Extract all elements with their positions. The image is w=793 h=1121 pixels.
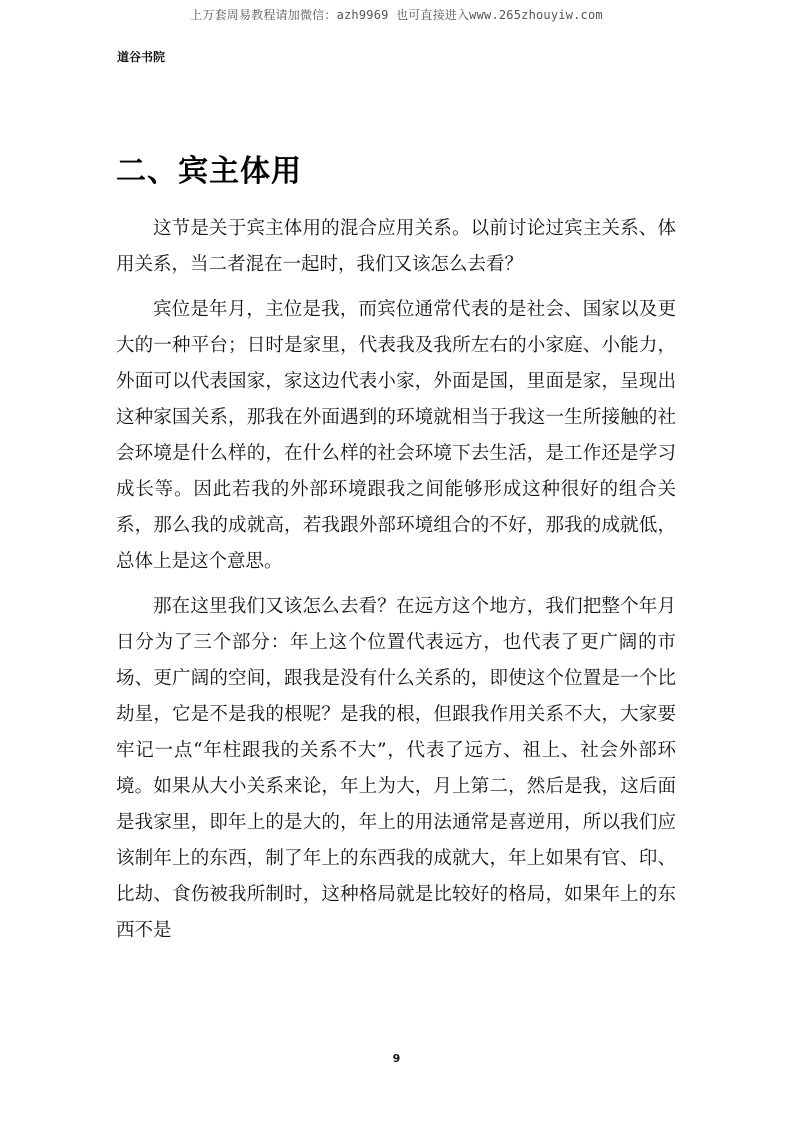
watermark-text: 上万套周易教程请加微信：azh9969 也可直接进入www.265zhouyiw.com: [190, 8, 603, 22]
page-title: 二、宾主体用: [116, 154, 302, 189]
header-label: 道谷书院: [117, 50, 166, 64]
paragraph: 宾位是年月，主位是我，而宾位通常代表的是社会、国家以及更大的一种平台；日时是家里，代表我及我所左右的小家庭、小能力，外面可以代表国家，家这边代表小家，外面是国，里面是家，呈现出这种家国关系，那我在外面遇到的环境就相当于我这一生所接触的社会环境是什么样的，在什么样的社会环境下去生活，是工作还是学习成长等。因此若我的外部环境跟我之间能够形成这种很好的组合关系，那么我的成就高，若我跟外部环境组合的不好，那我的成就低，总体上是这个意思。: [116, 299, 676, 572]
paragraph: 这节是关于宾主体用的混合应用关系。以前讨论过宾主关系、体用关系，当二者混在一起时，我们又该怎么去看？: [116, 218, 676, 275]
paragraph: 那在这里我们又该怎么去看？在远方这个地方，我们把整个年月日分为了三个部分：年上这个位置代表远方，也代表了更广阔的市场、更广阔的空间，跟我是没有什么关系的，即使这个位置是一个比劫星，它是不是我的根呢？是我的根，但跟我作用关系不大，大家要牢记一点“年柱跟我的关系不大”，代表了远方、祖上、社会外部环境。如果从大小关系来论，年上为大，月上第二，然后是我，这后面是我家里，即年上的是大的，年上的用法通常是喜逆用，所以我们应该制年上的东西，制了年上的东西我的成就大，年上如果有官、印、比劫、食伤被我所制时，这种格局就是比较好的格局，如果年上的东西不是: [116, 596, 676, 941]
body-text: [116, 211, 676, 949]
page-number: 9: [392, 1052, 401, 1065]
